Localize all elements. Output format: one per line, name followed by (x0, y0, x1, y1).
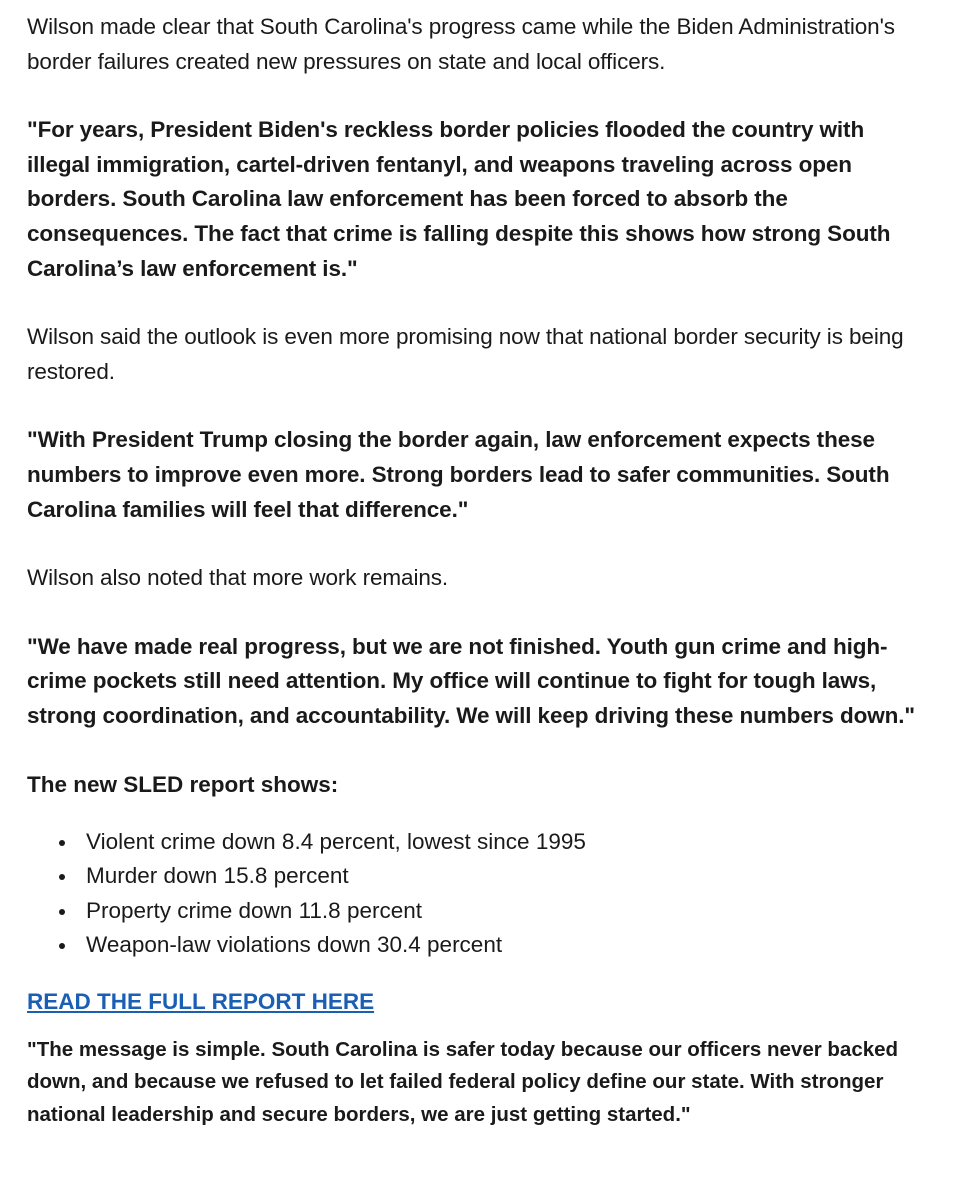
quote-trump-border: "With President Trump closing the border again, law enforcement expects these numbers to improve even more. Strong borders lead to safer communities. South Carolina families will feel that difference." (27, 427, 890, 522)
stat-violent-crime: Violent crime down 8.4 percent, lowest since 1995 (86, 828, 586, 854)
bullet-icon (59, 909, 65, 915)
quote-progress: "We have made real progress, but we are not finished. Youth gun crime and high-crime pockets still need attention. My office will continue to fight for tough laws, strong coordination, and accountability. We will keep driving these numbers down." (27, 633, 915, 728)
read-full-report-link[interactable]: READ THE FULL REPORT HERE (27, 988, 375, 1014)
list-item (59, 825, 931, 860)
work-remains-paragraph: Wilson also noted that more work remains. (27, 565, 449, 591)
list-item (59, 859, 931, 894)
bullet-icon (59, 840, 65, 846)
bullet-icon (59, 874, 65, 880)
intro-paragraph: Wilson made clear that South Carolina's progress came while the Biden Administration's border failures created new pressures on state and local officers. (27, 14, 895, 74)
report-link-container (27, 985, 931, 1020)
stat-murder: Murder down 15.8 percent (86, 863, 349, 889)
closing-quote: "The message is simple. South Carolina is safer today because our officers never backed down, and because we refused to let failed federal policy define our state. With stronger national leadership and secure borders, we are just getting started." (27, 1037, 899, 1126)
outlook-paragraph: Wilson said the outlook is even more promising now that national border security is being restored. (27, 324, 904, 384)
stat-property-crime: Property crime down 11.8 percent (86, 897, 422, 923)
stat-weapon-law: Weapon-law violations down 30.4 percent (86, 932, 503, 958)
report-heading: The new SLED report shows: (27, 771, 339, 797)
list-item (59, 928, 931, 963)
report-stats-list (27, 825, 931, 963)
list-item (59, 894, 931, 929)
quote-border-policies: "For years, President Biden's reckless border policies flooded the country with illegal immigration, cartel-driven fentanyl, and weapons traveling across open borders. South Carolina law enforcement has been forced to absorb the consequences. The fact that crime is falling despite this shows how strong South Carolina’s law enforcement is." (27, 117, 891, 281)
bullet-icon (59, 943, 65, 949)
